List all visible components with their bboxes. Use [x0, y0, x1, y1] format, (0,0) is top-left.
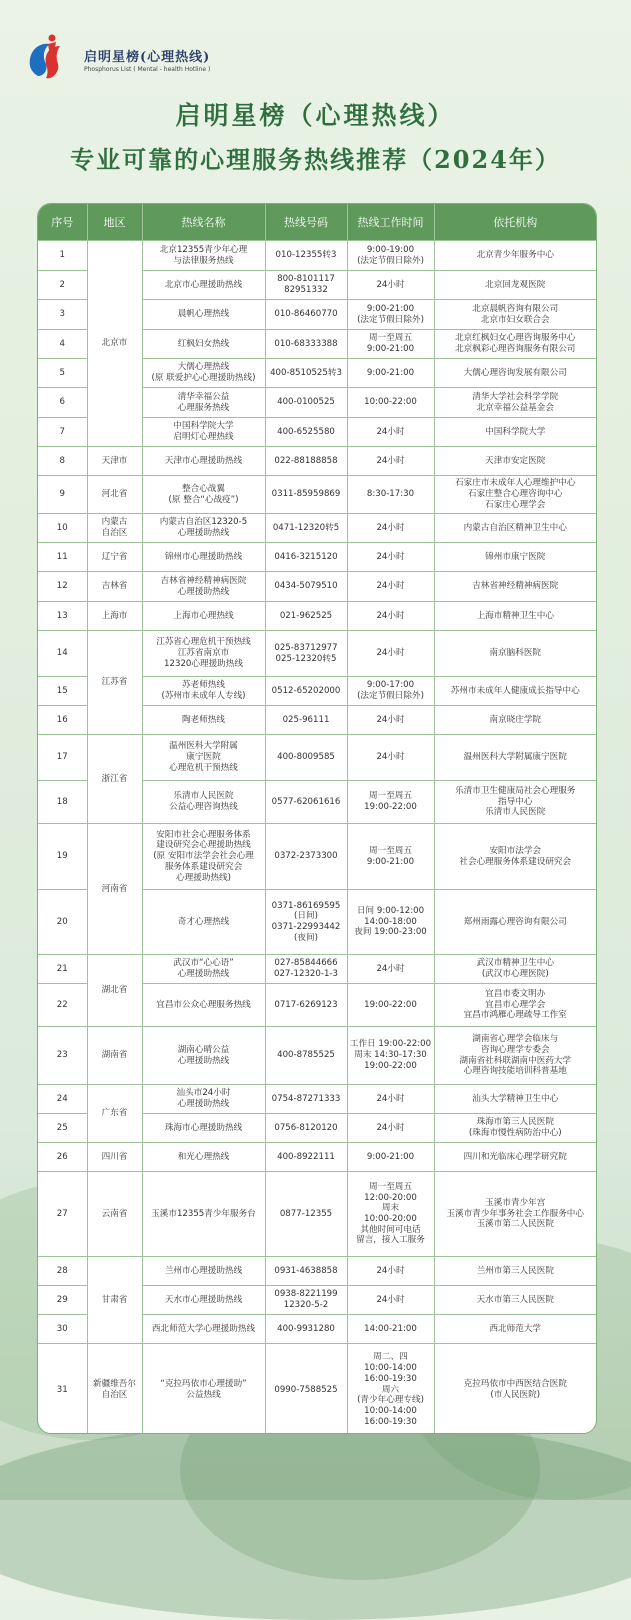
organization-cell: 武汉市精神卫生中心 (武汉市心理医院): [434, 955, 596, 984]
row-number: 4: [38, 330, 87, 359]
hotline-number-cell: 400-8510525转3: [265, 359, 347, 388]
hotline-number-cell: 027-85844666 027-12320-1-3: [265, 955, 347, 984]
hotline-number-cell: 010-86460770: [265, 300, 347, 330]
region-cell: 湖北省: [87, 955, 142, 1027]
working-hours-cell: 24小时: [347, 271, 434, 300]
hotline-name-cell: 兰州市心理援助热线: [142, 1257, 265, 1286]
row-number: 18: [38, 781, 87, 824]
row-number: 23: [38, 1027, 87, 1085]
hotline-name-cell: 宜昌市公众心理服务热线: [142, 984, 265, 1027]
region-cell: 甘肃省: [87, 1257, 142, 1344]
working-hours-cell: 24小时: [347, 631, 434, 677]
hotline-number-cell: 022-88188858: [265, 447, 347, 476]
working-hours-cell: 24小时: [347, 1114, 434, 1143]
row-number: 11: [38, 543, 87, 572]
hotline-name-cell: 吉林省神经精神病医院 心理援助热线: [142, 572, 265, 602]
hotline-name-cell: 晨帆心理热线: [142, 300, 265, 330]
working-hours-cell: 24小时: [347, 447, 434, 476]
row-number: 27: [38, 1172, 87, 1257]
working-hours-cell: 24小时: [347, 706, 434, 735]
working-hours-cell: 10:00-22:00: [347, 388, 434, 418]
hotline-name-cell: 安阳市社会心理服务体系 建设研究会心理援助热线 (原 安阳市法学会社会心理 服务体系建设研究会 心理援助热线): [142, 824, 265, 890]
hotline-name-cell: 中国科学院大学 启明灯心理热线: [142, 418, 265, 447]
row-number: 9: [38, 476, 87, 514]
region-cell: 吉林省: [87, 572, 142, 602]
hotline-name-cell: 天水市心理援助热线: [142, 1286, 265, 1315]
organization-cell: 天津市安定医院: [434, 447, 596, 476]
region-cell: 广东省: [87, 1085, 142, 1143]
working-hours-cell: 24小时: [347, 572, 434, 602]
table-row: [38, 514, 596, 543]
hotline-number-cell: 0931-4638858: [265, 1257, 347, 1286]
row-number: 20: [38, 890, 87, 955]
table-row: [38, 955, 596, 984]
column-header: 序号: [38, 204, 87, 241]
hotline-table: [38, 204, 596, 1434]
row-number: 13: [38, 602, 87, 631]
hotline-name-cell: 清华幸福公益 心理服务热线: [142, 388, 265, 418]
hotline-name-cell: 上海市心理热线: [142, 602, 265, 631]
hotline-number-cell: 0754-87271333: [265, 1085, 347, 1114]
organization-cell: 安阳市法学会 社会心理服务体系建设研究会: [434, 824, 596, 890]
row-number: 15: [38, 677, 87, 706]
working-hours-cell: 9:00-17:00 (法定节假日除外): [347, 677, 434, 706]
row-number: 29: [38, 1286, 87, 1315]
working-hours-cell: 24小时: [347, 418, 434, 447]
row-number: 26: [38, 1143, 87, 1172]
page-subtitle: 专业可靠的心理服务热线推荐（2024年）: [70, 145, 561, 174]
working-hours-cell: 周一至周五 9:00-21:00: [347, 330, 434, 359]
table-row: [38, 735, 596, 781]
row-number: 7: [38, 418, 87, 447]
organization-cell: 天水市第三人民医院: [434, 1286, 596, 1315]
table-row: [38, 824, 596, 890]
hotline-name-cell: 武汉市“心心语” 心理援助热线: [142, 955, 265, 984]
hotline-name-cell: 内蒙古自治区12320-5 心理援助热线: [142, 514, 265, 543]
region-cell: 四川省: [87, 1143, 142, 1172]
organization-cell: 兰州市第三人民医院: [434, 1257, 596, 1286]
hotline-name-cell: 湖南心晴公益 心理援助热线: [142, 1027, 265, 1085]
hotline-name-cell: 苏老师热线 (苏州市未成年人专线): [142, 677, 265, 706]
working-hours-cell: 周一至周五 19:00-22:00: [347, 781, 434, 824]
organization-cell: 北京青少年服务中心: [434, 241, 596, 271]
organization-cell: 玉溪市青少年宫 玉溪市青少年事务社会工作服务中心 玉溪市第二人民医院: [434, 1172, 596, 1257]
page-title: 启明星榜（心理热线）: [175, 101, 456, 130]
hotline-name-cell: 汕头市24小时 心理援助热线: [142, 1085, 265, 1114]
hotline-number-cell: 010-68333388: [265, 330, 347, 359]
row-number: 5: [38, 359, 87, 388]
organization-cell: 中国科学院大学: [434, 418, 596, 447]
row-number: 17: [38, 735, 87, 781]
hotline-name-cell: 江苏省心理危机干预热线 江苏省南京市 12320心理援助热线: [142, 631, 265, 677]
hotline-name-cell: 红枫妇女热线: [142, 330, 265, 359]
hotline-number-cell: 021-962525: [265, 602, 347, 631]
working-hours-cell: 9:00-19:00 (法定节假日除外): [347, 241, 434, 271]
working-hours-cell: 19:00-22:00: [347, 984, 434, 1027]
row-number: 12: [38, 572, 87, 602]
working-hours-cell: 周二、四 10:00-14:00 16:00-19:30 周六 (青少年心理专线) 10:00-14:00 16:00-19:30: [347, 1344, 434, 1435]
working-hours-cell: 9:00-21:00 (法定节假日除外): [347, 300, 434, 330]
organization-cell: 乐清市卫生健康局社会心理服务 指导中心 乐清市人民医院: [434, 781, 596, 824]
organization-cell: 大儒心理咨询发展有限公司: [434, 359, 596, 388]
hotline-number-cell: 0938-8221199 12320-5-2: [265, 1286, 347, 1315]
hotline-number-cell: 400-0100525: [265, 388, 347, 418]
row-number: 10: [38, 514, 87, 543]
hotline-name-cell: 珠海市心理援助热线: [142, 1114, 265, 1143]
hotline-table-container: [37, 203, 597, 1434]
hotline-name-cell: 整合心战翼 (原 整合“心战疫”): [142, 476, 265, 514]
working-hours-cell: 日间 9:00-12:00 14:00-18:00 夜间 19:00-23:00: [347, 890, 434, 955]
column-header: 热线工作时间: [347, 204, 434, 241]
hotline-number-cell: 0877-12355: [265, 1172, 347, 1257]
hotline-number-cell: 0372-2373300: [265, 824, 347, 890]
table-row: [38, 1143, 596, 1172]
logo-icon: [22, 28, 78, 84]
row-number: 16: [38, 706, 87, 735]
hotline-number-cell: 0471-12320转5: [265, 514, 347, 543]
column-header: 热线号码: [265, 204, 347, 241]
working-hours-cell: 24小时: [347, 735, 434, 781]
hotline-number-cell: 400-8922111: [265, 1143, 347, 1172]
working-hours-cell: 9:00-21:00: [347, 359, 434, 388]
table-header-row: [38, 204, 596, 241]
row-number: 21: [38, 955, 87, 984]
organization-cell: 内蒙古自治区精神卫生中心: [434, 514, 596, 543]
region-cell: 上海市: [87, 602, 142, 631]
organization-cell: 北京红枫妇女心理咨询服务中心 北京枫彩心理咨询服务有限公司: [434, 330, 596, 359]
organization-cell: 苏州市未成年人健康成长指导中心: [434, 677, 596, 706]
hotline-number-cell: 0371-86169595 (日间) 0371-22993442 (夜间): [265, 890, 347, 955]
working-hours-cell: 工作日 19:00-22:00 周末 14:30-17:30 19:00-22:00: [347, 1027, 434, 1085]
hotline-name-cell: 大儒心理热线 (原 联爱护心心理援助热线): [142, 359, 265, 388]
organization-cell: 湖南省心理学会临床与 咨询心理学专委会 湖南省社科联湖南中医药大学 心理咨询技能培训科普基地: [434, 1027, 596, 1085]
organization-cell: 郑州雨露心理咨询有限公司: [434, 890, 596, 955]
row-number: 3: [38, 300, 87, 330]
logo: [22, 28, 232, 82]
column-header: 热线名称: [142, 204, 265, 241]
hotline-name-cell: 温州医科大学附属 康宁医院 心理危机干预热线: [142, 735, 265, 781]
working-hours-cell: 24小时: [347, 955, 434, 984]
table-row: [38, 602, 596, 631]
hotline-name-cell: 北京市心理援助热线: [142, 271, 265, 300]
row-number: 28: [38, 1257, 87, 1286]
hotline-number-cell: 025-83712977 025-12320转5: [265, 631, 347, 677]
organization-cell: 清华大学社会科学学院 北京幸福公益基金会: [434, 388, 596, 418]
row-number: 24: [38, 1085, 87, 1114]
row-number: 25: [38, 1114, 87, 1143]
decor-hill: [0, 1420, 631, 1620]
row-number: 31: [38, 1344, 87, 1435]
region-cell: 北京市: [87, 241, 142, 447]
table-row: [38, 1085, 596, 1114]
hotline-name-cell: 北京12355青少年心理 与法律服务热线: [142, 241, 265, 271]
region-cell: 河南省: [87, 824, 142, 955]
working-hours-cell: 8:30-17:30: [347, 476, 434, 514]
hotline-name-cell: 天津市心理援助热线: [142, 447, 265, 476]
hotline-number-cell: 0311-85959869: [265, 476, 347, 514]
row-number: 2: [38, 271, 87, 300]
region-cell: 新疆维吾尔 自治区: [87, 1344, 142, 1435]
logo-subtitle: Phosphorus List ( Mental - health Hotline ): [84, 66, 211, 73]
hotline-name-cell: 陶老师热线: [142, 706, 265, 735]
hotline-number-cell: 400-8785525: [265, 1027, 347, 1085]
column-header: 依托机构: [434, 204, 596, 241]
organization-cell: 西北师范大学: [434, 1315, 596, 1344]
hotline-number-cell: 0416-3215120: [265, 543, 347, 572]
row-number: 22: [38, 984, 87, 1027]
hotline-name-cell: 西北师范大学心理援助热线: [142, 1315, 265, 1344]
hotline-number-cell: 025-96111: [265, 706, 347, 735]
organization-cell: 汕头大学精神卫生中心: [434, 1085, 596, 1114]
hotline-name-cell: “克拉玛依市心理援助” 公益热线: [142, 1344, 265, 1435]
table-row: [38, 476, 596, 514]
table-row: [38, 241, 596, 271]
organization-cell: 锦州市康宁医院: [434, 543, 596, 572]
organization-cell: 宜昌市委文明办 宜昌市心理学会 宜昌市鸿雁心理疏导工作室: [434, 984, 596, 1027]
organization-cell: 上海市精神卫生中心: [434, 602, 596, 631]
region-cell: 浙江省: [87, 735, 142, 824]
hotline-number-cell: 0990-7588525: [265, 1344, 347, 1435]
table-row: [38, 1027, 596, 1085]
hotline-number-cell: 0717-6269123: [265, 984, 347, 1027]
hotline-number-cell: 400-6525580: [265, 418, 347, 447]
hotline-number-cell: 0512-65202000: [265, 677, 347, 706]
row-number: 19: [38, 824, 87, 890]
region-cell: 河北省: [87, 476, 142, 514]
hotline-number-cell: 0756-8120120: [265, 1114, 347, 1143]
working-hours-cell: 14:00-21:00: [347, 1315, 434, 1344]
hotline-name-cell: 玉溪市12355青少年服务台: [142, 1172, 265, 1257]
row-number: 30: [38, 1315, 87, 1344]
hotline-number-cell: 010-12355转3: [265, 241, 347, 271]
table-row: [38, 543, 596, 572]
working-hours-cell: 24小时: [347, 1286, 434, 1315]
working-hours-cell: 9:00-21:00: [347, 1143, 434, 1172]
hotline-number-cell: 400-9931280: [265, 1315, 347, 1344]
working-hours-cell: 24小时: [347, 514, 434, 543]
working-hours-cell: 周一至周五 9:00-21:00: [347, 824, 434, 890]
row-number: 14: [38, 631, 87, 677]
hotline-name-cell: 和光心理热线: [142, 1143, 265, 1172]
organization-cell: 南京晓庄学院: [434, 706, 596, 735]
hotline-name-cell: 锦州市心理援助热线: [142, 543, 265, 572]
working-hours-cell: 24小时: [347, 1085, 434, 1114]
region-cell: 云南省: [87, 1172, 142, 1257]
working-hours-cell: 周一至周五 12:00-20:00 周末 10:00-20:00 其他时间可电话 留言，接入工服务: [347, 1172, 434, 1257]
region-cell: 湖南省: [87, 1027, 142, 1085]
table-row: [38, 572, 596, 602]
row-number: 1: [38, 241, 87, 271]
hotline-name-cell: 乐清市人民医院 公益心理咨询热线: [142, 781, 265, 824]
region-cell: 辽宁省: [87, 543, 142, 572]
working-hours-cell: 24小时: [347, 602, 434, 631]
organization-cell: 北京晨帆咨询有限公司 北京市妇女联合会: [434, 300, 596, 330]
column-header: 地区: [87, 204, 142, 241]
region-cell: 内蒙古 自治区: [87, 514, 142, 543]
organization-cell: 南京脑科医院: [434, 631, 596, 677]
hotline-name-cell: 奇才心理热线: [142, 890, 265, 955]
row-number: 6: [38, 388, 87, 418]
hotline-number-cell: 0434-5079510: [265, 572, 347, 602]
region-cell: 江苏省: [87, 631, 142, 735]
organization-cell: 温州医科大学附属康宁医院: [434, 735, 596, 781]
logo-name: 启明星榜(心理热线): [84, 50, 211, 65]
hotline-number-cell: 800-8101117 82951332: [265, 271, 347, 300]
organization-cell: 珠海市第三人民医院 (珠海市慢性病防治中心): [434, 1114, 596, 1143]
row-number: 8: [38, 447, 87, 476]
table-row: [38, 1344, 596, 1435]
working-hours-cell: 24小时: [347, 1257, 434, 1286]
table-row: [38, 1172, 596, 1257]
working-hours-cell: 24小时: [347, 543, 434, 572]
hotline-number-cell: 0577-62061616: [265, 781, 347, 824]
table-row: [38, 447, 596, 476]
organization-cell: 北京回龙观医院: [434, 271, 596, 300]
region-cell: 天津市: [87, 447, 142, 476]
organization-cell: 克拉玛依市中西医结合医院 (市人民医院): [434, 1344, 596, 1435]
table-row: [38, 631, 596, 677]
organization-cell: 吉林省神经精神病医院: [434, 572, 596, 602]
organization-cell: 石家庄市未成年人心理维护中心 石家庄整合心理咨询中心 石家庄心理学会: [434, 476, 596, 514]
hotline-number-cell: 400-8009585: [265, 735, 347, 781]
table-row: [38, 1257, 596, 1286]
organization-cell: 四川和光临床心理学研究院: [434, 1143, 596, 1172]
